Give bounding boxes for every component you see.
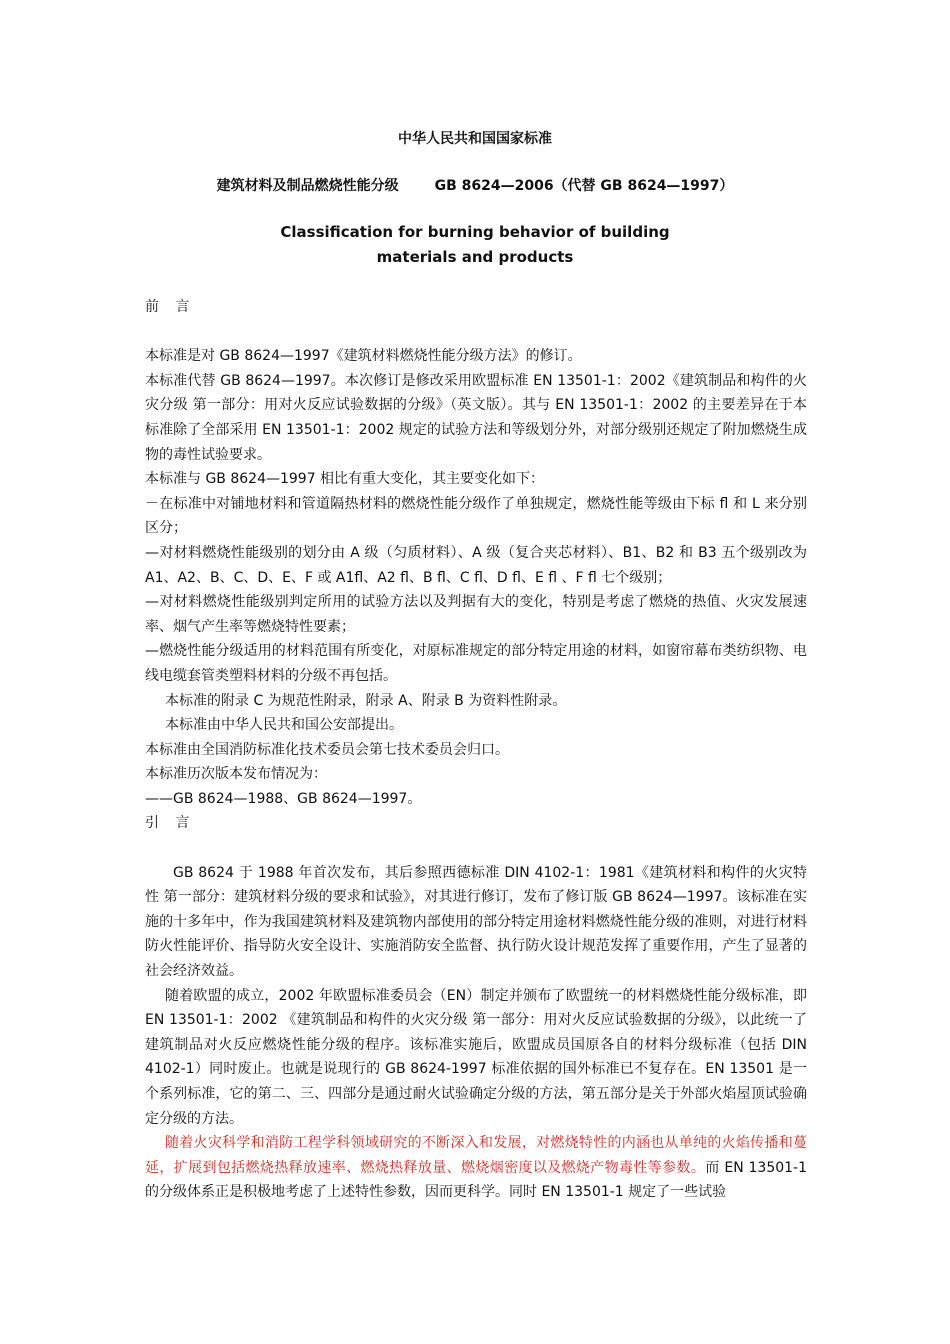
list-item: －在标准中对铺地材料和管道隔热材料的燃烧性能分级作了单独规定，燃烧性能等级由下标 fl 和 L 来分别区分； bbox=[145, 495, 807, 537]
english-title-line2: materials and products bbox=[376, 248, 574, 266]
list-item: —对材料燃烧性能级别判定所用的试验方法以及判据有大的变化，特别是考虑了燃烧的热值、火灾发展速率、烟气产生率等燃烧特性要素； bbox=[145, 594, 807, 635]
foreword-heading: 前 言 bbox=[145, 299, 196, 315]
paragraph: GB 8624 于 1988 年首次发布，其后参照西德标准 DIN 4102-1：1981《建筑材料和构件的火灾特性 第一部分：建筑材料分级的要求和试验》，对其进行修订，发布了修订版 GB 8624—1997。该标准在实施的十多年中，作为我国建筑材料及建筑物内部使用的部分特定用途材料燃烧性能分级的准则，对进行材料防火性能评价、指导防火安全设计、实施消防安全监督、执行防火设计规范发挥了重要作用，产生了显著的社会经济效益。 bbox=[145, 864, 807, 980]
document-title: 中华人民共和国国家标准 bbox=[398, 131, 552, 147]
document-subtitle bbox=[0, 175, 950, 195]
highlighted-text: 随着火灾科学和消防工程学科领域研究的不断深入和发展，对燃烧特性的内涵也从单纯的火焰传播和蔓延，扩展到包括燃烧热释放速率、燃烧热释放量、燃烧烟密度以及燃烧产物毒性等参数。 bbox=[145, 1135, 807, 1176]
english-title-line1: Classification for burning behavior of building bbox=[280, 223, 670, 241]
paragraph: 本标准是对 GB 8624—1997《建筑材料燃烧性能分级方法》的修订。 bbox=[145, 348, 582, 365]
paragraph bbox=[145, 1131, 807, 1205]
paragraph: 本标准代替 GB 8624—1997。本次修订是修改采用欧盟标准 EN 13501-1：2002《建筑制品和构件的火灾分级 第一部分：用对火反应试验数据的分级》（英文版）。其与 EN 13501-1：2002 的主要差异在于本标准除了全部采用 EN 13501-1：2002 规定的试验方法和等级划分外，对部分级别还规定了附加燃烧生成物的毒性试验要求。 bbox=[145, 372, 807, 463]
paragraph: 本标准与 GB 8624—1997 相比有重大变化，其主要变化如下： bbox=[145, 471, 545, 488]
english-title bbox=[0, 220, 950, 270]
list-item: —燃烧性能分级适用的材料范围有所变化，对原标准规定的部分特定用途的材料，如窗帘幕布类纺织物、电线电缆套管类塑料材料的分级不再包括。 bbox=[145, 643, 807, 684]
paragraph: 本标准的附录 C 为规范性附录，附录 A、附录 B 为资料性附录。 bbox=[165, 692, 567, 709]
list-item: —对材料燃烧性能级别的划分由 A 级（匀质材料）、A 级（复合夹芯材料）、B1、B2 和 B3 五个级别改为 A1、A2、B、C、D、E、F 或 A1fl、A2 fl、B fl、C fl、D fl、E fl 、F fl 七个级别； bbox=[145, 544, 807, 586]
paragraph: 随着欧盟的成立，2002 年欧盟标准委员会（EN）制定并颁布了欧盟统一的材料燃烧性能分级标准，即 EN 13501-1：2002 《建筑制品和构件的火灾分级 第一部分：用对火反应试验数据的分级》，以此统一了建筑制品对火反应燃烧性能分级的程序。该标准实施后，欧盟成员国原各自的材料分级标准（包括 DIN 4102-1）同时废止。也就是说现行的 GB 8624-1997 标准依据的国外标准已不复存在。EN 13501 是一个系列标准，它的第二、三、四部分是通过耐火试验确定分级的方法，第五部分是关于外部火焰屋顶试验确定分级的方法。 bbox=[145, 987, 807, 1127]
intro-heading: 引 言 bbox=[145, 815, 196, 832]
paragraph-text: 而 EN 13501-1 的分级体系正是积极地考虑了上述特性参数，因而更科学。同时 EN 13501-1 规定了一些试验 bbox=[145, 1159, 807, 1201]
paragraph: 本标准由中华人民共和国公安部提出。 bbox=[165, 717, 403, 734]
paragraph: ——GB 8624—1988、GB 8624—1997。 bbox=[145, 790, 422, 807]
paragraph: 本标准由全国消防标准化技术委员会第七技术委员会归口。 bbox=[145, 741, 509, 758]
paragraph: 本标准历次版本发布情况为： bbox=[145, 766, 327, 783]
document-body bbox=[145, 295, 807, 1205]
standard-code: GB 8624—2006（代替 GB 8624—1997） bbox=[434, 178, 734, 194]
standard-name: 建筑材料及制品燃烧性能分级 bbox=[216, 178, 399, 194]
